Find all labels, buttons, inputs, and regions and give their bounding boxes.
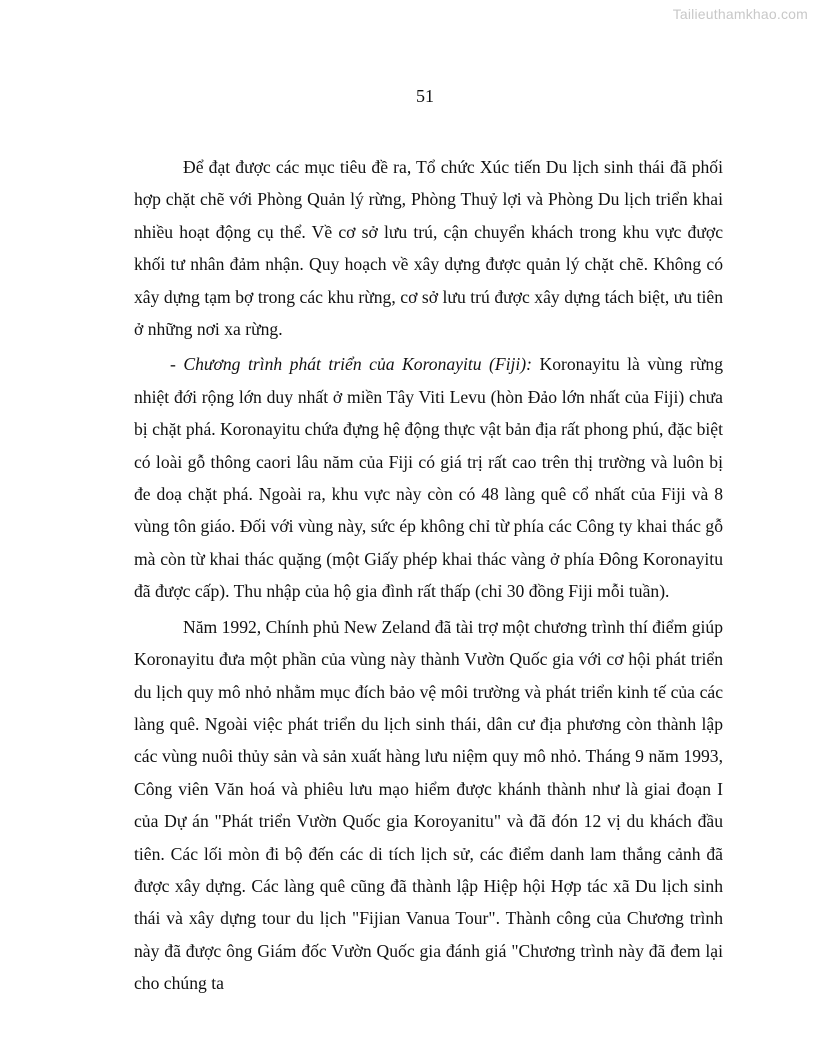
paragraph-koronayitu-program	[134, 348, 723, 607]
paragraph-ecotourism-coordination: Để đạt được các mục tiêu đề ra, Tổ chức Xúc tiến Du lịch sinh thái đã phối hợp chặt chẽ với Phòng Quản lý rừng, Phòng Thuỷ lợi và Phòng Du lịch triển khai nhiều hoạt động cụ thể. Về cơ sở lưu trú, cận chuyển khách trong khu vực được khối tư nhân đảm nhận. Quy hoạch về xây dựng được quản lý chặt chẽ. Không có xây dựng tạm bợ trong các khu rừng, cơ sở lưu trú được xây dựng tách biệt, ưu tiên ở những nơi xa rừng.	[134, 157, 723, 340]
page-number: 51	[416, 86, 434, 106]
koronayitu-program-body: Koronayitu là vùng rừng nhiệt đới rộng lớn duy nhất ở miền Tây Viti Levu (hòn Đảo lớn nhất của Fiji) chưa bị chặt phá. Koronayitu chứa đựng hệ động thực vật bản địa rất phong phú, đặc biệt có loài gỗ thông caori lâu năm của Fiji có giá trị rất cao trên thị trường và luôn bị đe doạ chặt phá. Ngoài ra, khu vực này còn có 48 làng quê cổ nhất của Fiji và 8 vùng tôn giáo. Đối với vùng này, sức ép không chỉ từ phía các Công ty khai thác gỗ mà còn từ khai thác quặng (một Giấy phép khai thác vàng ở phía Đông Koronayitu đã được cấp). Thu nhập của hộ gia đình rất thấp (chỉ 30 đồng Fiji mỗi tuần).	[134, 354, 724, 602]
watermark-text: Tailieuthamkhao.com	[672, 6, 808, 22]
document-body	[134, 151, 723, 1000]
koronayitu-program-title: - Chương trình phát triển của Koronayitu (Fiji):	[170, 354, 533, 375]
paragraph-new-zealand-pilot: Năm 1992, Chính phủ New Zeland đã tài trợ một chương trình thí điểm giúp Koronayitu đưa một phần của vùng này thành Vườn Quốc gia với cơ hội phát triển du lịch quy mô nhỏ nhằm mục đích bảo vệ môi trường và phát triển kinh tế của các làng quê. Ngoài việc phát triển du lịch sinh thái, dân cư địa phương còn thành lập các vùng nuôi thủy sản và sản xuất hàng lưu niệm quy mô nhỏ. Tháng 9 năm 1993, Công viên Văn hoá và phiêu lưu mạo hiểm được khánh thành như là giai đoạn I của Dự án "Phát triển Vườn Quốc gia Koroyanitu" và đã đón 12 vị du khách đầu tiên. Các lối mòn đi bộ đến các di tích lịch sử, các điểm danh lam thắng cảnh đã được xây dựng. Các làng quê cũng đã thành lập Hiệp hội Hợp tác xã Du lịch sinh thái và xây dựng tour du lịch "Fijian Vanua Tour". Thành công của Chương trình này đã được ông Giám đốc Vườn Quốc gia đánh giá "Chương trình này đã đem lại cho chúng ta	[134, 616, 723, 994]
